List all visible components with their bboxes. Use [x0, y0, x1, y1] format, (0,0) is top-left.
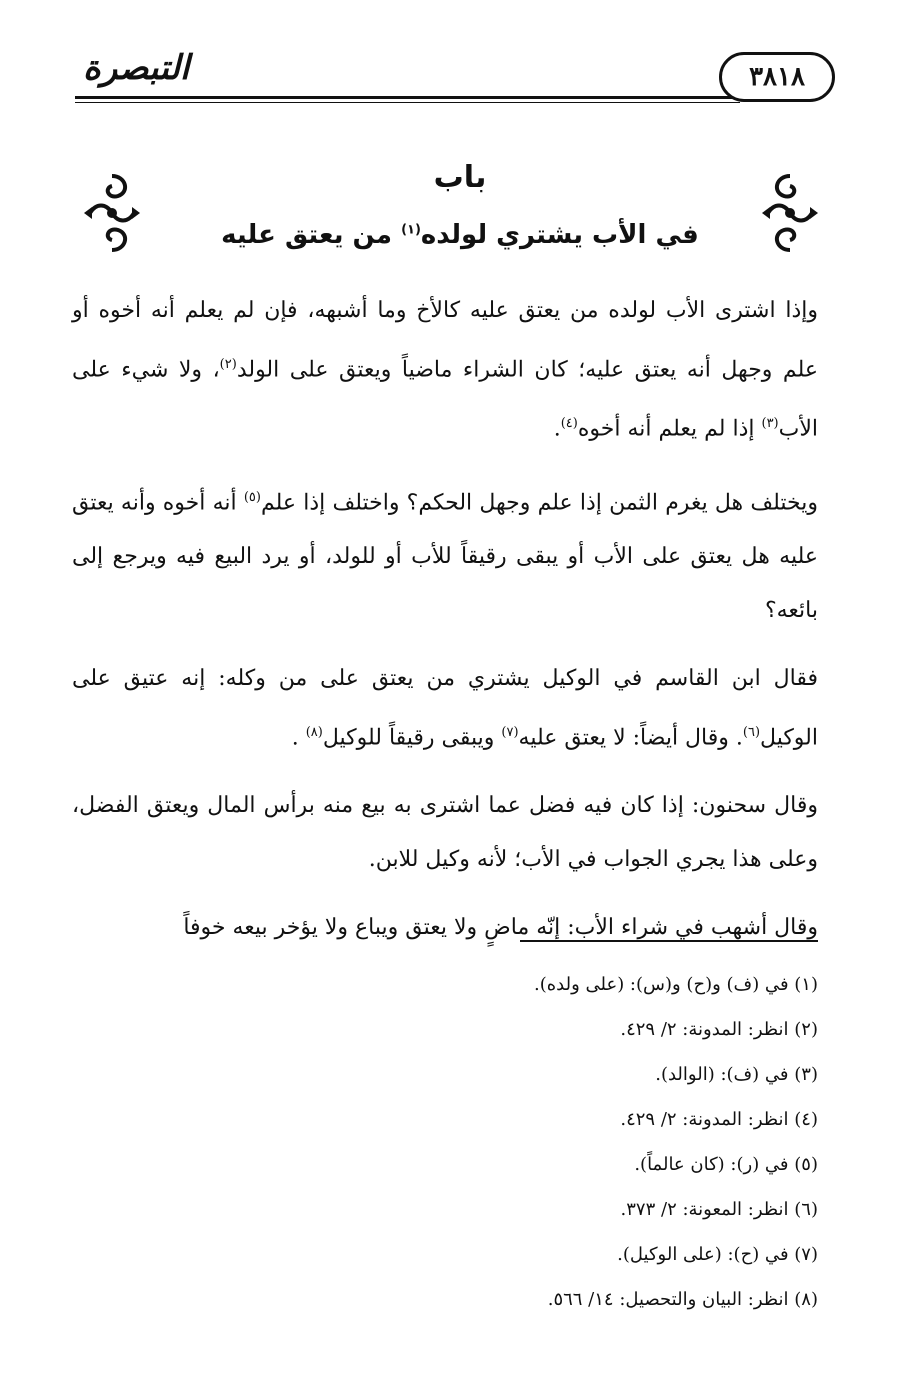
paragraph-text: ، ولا شيء على الأب — [72, 357, 818, 442]
footnote-ref: (١) — [401, 222, 421, 238]
paragraph-text: ويبقى رقيقاً للوكيل — [322, 725, 502, 751]
footnote-divider — [520, 940, 818, 942]
paragraph-text: إذا لم يعلم أنه أخوه — [577, 416, 762, 442]
chapter-label: باب — [433, 160, 487, 195]
chapter-title-text-end: من يعتق عليه — [221, 220, 402, 250]
running-title: التبصرة — [83, 48, 190, 88]
footnote: (٦) انظر: المعونة: ٢/ ٣٧٣. — [620, 1199, 818, 1220]
paragraph — [72, 471, 818, 638]
page-header — [75, 40, 835, 110]
footnote: (٨) انظر: البيان والتحصيل: ١٤/ ٥٦٦. — [547, 1289, 818, 1310]
paragraph — [72, 901, 818, 955]
footnote-ref: (٣) — [761, 416, 779, 432]
footnote-ref: (٨) — [305, 724, 323, 740]
paragraph-text: فقال ابن القاسم في الوكيل يشتري من يعتق على من وكله: إنه عتيق على الوكيل — [72, 665, 818, 751]
footnote: (٢) انظر: المدونة: ٢/ ٤٢٩. — [620, 1019, 818, 1040]
footnote: (٣) في (ف): (الوالد). — [655, 1064, 818, 1085]
header-rule — [75, 96, 740, 99]
chapter-title — [0, 220, 920, 250]
footnote: (٧) في (ح): (على الوكيل). — [617, 1244, 818, 1265]
footnote-ref: (٧) — [501, 724, 519, 740]
paragraph-text: ويختلف هل يغرم الثمن إذا علم وجهل الحكم؟ واختلف إذا علم — [260, 489, 818, 515]
footnote-ref: (٢) — [219, 357, 237, 372]
page-number-badge — [719, 52, 835, 102]
paragraph-text: وإذا اشترى الأب لولده من يعتق عليه كالأخ وما أشبهه، فإن لم يعلم أنه أخوه أو علم وجهل أنه يعتق عليه؛ كان الشراء ماضياً ويعتق على الولد — [72, 298, 818, 383]
footnote-ref: (٥) — [243, 489, 261, 505]
header-rule-thin — [75, 102, 740, 103]
footnote: (٤) انظر: المدونة: ٢/ ٤٢٩. — [620, 1109, 818, 1130]
paragraph — [72, 779, 818, 887]
paragraph-text: . — [291, 725, 306, 751]
paragraph — [72, 284, 818, 457]
paragraph-text: وقال أشهب في شراء الأب: إنّه ماضٍ ولا يعتق ويباع ولا يؤخر بيعه خوفاً — [183, 915, 818, 941]
paragraph — [72, 652, 818, 765]
main-text — [72, 284, 818, 969]
page-number: ٣٨١٨ — [749, 62, 805, 92]
paragraph-text: أنه أخوه وأنه يعتق عليه هل يعتق على الأب أو يبقى رقيقاً للأب أو للولد، أو يرد البيع فيه ويرجع إلى بائعه؟ — [72, 489, 818, 623]
footnotes — [72, 962, 818, 1322]
paragraph-text: . — [553, 416, 561, 442]
footnote: (٥) في (ر): (كان عالماً). — [634, 1154, 818, 1175]
paragraph-text: . وقال أيضاً: لا يعتق عليه — [518, 725, 743, 751]
paragraph-text: وقال سحنون: إذا كان فيه فضل عما اشترى به بيع منه برأس المال ويعتق الفضل، وعلى هذا يجري الجواب في الأب؛ لأنه وكيل للابن. — [72, 793, 818, 873]
chapter-title-text: في الأب يشتري لولده — [420, 220, 699, 250]
footnote-ref: (٤) — [560, 416, 578, 432]
footnote: (١) في (ف) و(ح) و(س): (على ولده). — [533, 974, 818, 995]
footnote-ref: (٦) — [742, 724, 761, 740]
